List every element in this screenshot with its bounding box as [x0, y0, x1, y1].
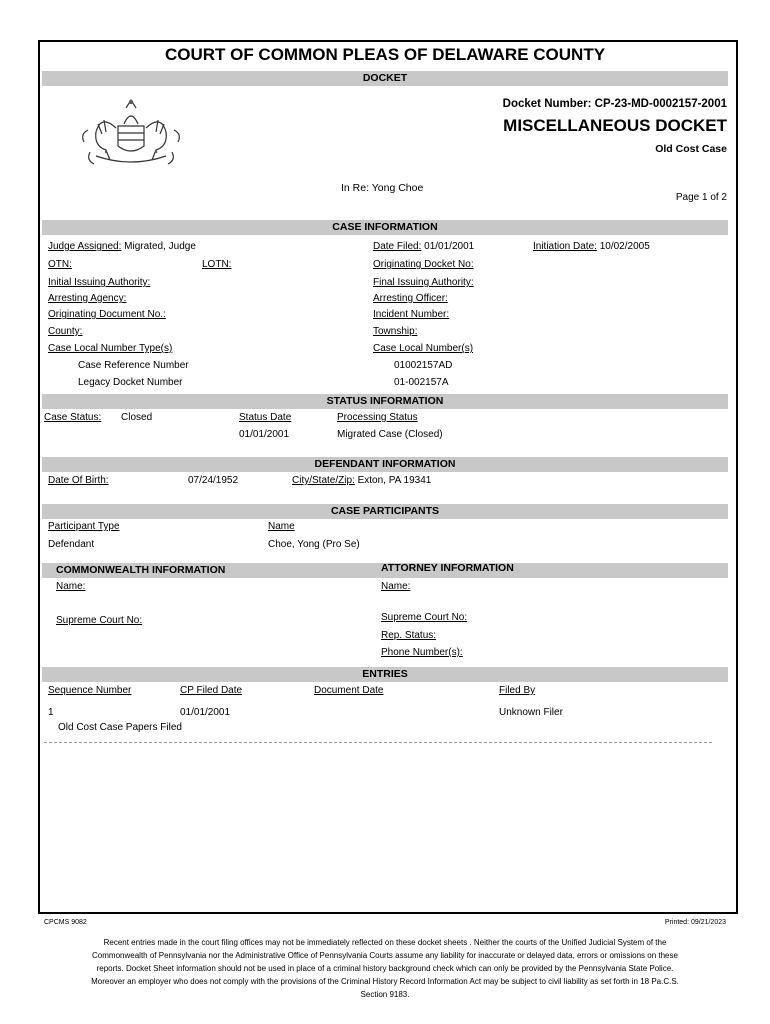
defendant-information-band: DEFENDANT INFORMATION: [42, 457, 728, 472]
commonwealth-supreme-court-label: Supreme Court No:: [56, 615, 143, 626]
participant-type-value: Defendant: [48, 539, 95, 550]
entry-description: Old Cost Case Papers Filed: [58, 722, 182, 733]
commonwealth-information-heading: COMMONWEALTH INFORMATION: [56, 564, 226, 576]
local-type-row: Case Reference Number: [78, 360, 189, 371]
date-filed-value: 01/01/2001: [424, 241, 475, 252]
case-status-label: Case Status:: [44, 412, 102, 423]
entries-band: ENTRIES: [42, 667, 728, 682]
processing-status-label: Processing Status: [337, 412, 418, 423]
local-number-types-label: Case Local Number Type(s): [48, 343, 173, 354]
status-date-label: Status Date: [239, 412, 292, 423]
originating-document-label: Originating Document No.:: [48, 309, 166, 320]
participant-type-label: Participant Type: [48, 521, 120, 532]
printed-date: Printed: 09/21/2023: [664, 919, 726, 926]
in-re: In Re: Yong Choe: [341, 182, 424, 194]
final-issuing-authority-label: Final Issuing Authority:: [373, 277, 474, 288]
docket-type: MISCELLANEOUS DOCKET: [503, 116, 727, 135]
initiation-date-value: 10/02/2005: [599, 241, 650, 252]
pennsylvania-seal-icon: [76, 94, 186, 174]
attorney-name-label: Name:: [381, 581, 411, 592]
local-type-row: Legacy Docket Number: [78, 377, 183, 388]
entries-divider: [44, 742, 712, 743]
form-id: CPCMS 9082: [44, 919, 87, 926]
attorney-information-heading: ATTORNEY INFORMATION: [381, 562, 514, 574]
incident-number-label: Incident Number:: [373, 309, 450, 320]
case-information-band: CASE INFORMATION: [42, 220, 728, 235]
disclaimer-text: Recent entries made in the court filing offices may not be immediately reflected on these docket sheets . Neither the courts of the Unified Judicial System of the Commonwealth of Pennsylvania nor the Administrative Office of Pennsylvania Courts assume any liability for inaccurate or delayed data, errors or omissions on these reports. Docket Sheet information should not be used in place of a criminal history background check which can only be provided by the Pennsylvania State Police. Moreover an employer who does not comply with the provisions of the Criminal History Record Information Act may be subject to civil liability as set forth in 18 Pa.C.S. Section 9183.: [91, 938, 679, 999]
otn-label: OTN:: [48, 259, 72, 270]
case-subtype: Old Cost Case: [655, 143, 727, 155]
rep-status-label: Rep. Status:: [381, 630, 437, 641]
docket-number: Docket Number: CP-23-MD-0002157-2001: [502, 98, 727, 110]
case-status-value: Closed: [121, 412, 153, 423]
participant-name-label: Name: [268, 521, 295, 532]
sequence-number-value: 1: [48, 707, 54, 718]
phone-numbers-label: Phone Number(s):: [381, 647, 463, 658]
county-label: County:: [48, 326, 83, 337]
sequence-number-label: Sequence Number: [48, 685, 132, 696]
local-number-row: 01-002157A: [394, 377, 449, 388]
arresting-officer-label: Arresting Officer:: [373, 293, 448, 304]
dob-value: 07/24/1952: [188, 475, 239, 486]
local-numbers-label: Case Local Number(s): [373, 343, 474, 354]
lotn-label: LOTN:: [202, 259, 232, 270]
status-information-band: STATUS INFORMATION: [42, 394, 728, 409]
cp-filed-date-label: CP Filed Date: [180, 685, 243, 696]
initial-issuing-authority-label: Initial Issuing Authority:: [48, 277, 151, 288]
processing-status-value: Migrated Case (Closed): [337, 429, 443, 440]
city-state-zip-value: Exton, PA 19341: [357, 475, 432, 486]
status-date-value: 01/01/2001: [239, 429, 290, 440]
date-filed-label: Date Filed:: [373, 241, 422, 252]
docket-band: DOCKET: [42, 71, 728, 86]
cp-filed-date-value: 01/01/2001: [180, 707, 231, 718]
filed-by-value: Unknown Filer: [499, 707, 563, 718]
commonwealth-name-label: Name:: [56, 581, 86, 592]
local-number-row: 01002157AD: [394, 360, 453, 371]
originating-docket-label: Originating Docket No:: [373, 259, 474, 270]
court-title: COURT OF COMMON PLEAS OF DELAWARE COUNTY: [164, 45, 606, 64]
case-participants-band: CASE PARTICIPANTS: [42, 504, 728, 519]
judge-value: Migrated, Judge: [124, 241, 196, 252]
initiation-date-label: Initiation Date:: [533, 241, 597, 252]
attorney-supreme-court-label: Supreme Court No:: [381, 612, 468, 623]
page-number: Page 1 of 2: [675, 192, 727, 203]
township-label: Township:: [373, 326, 418, 337]
judge-label: Judge Assigned:: [48, 241, 122, 252]
participant-name-value: Choe, Yong (Pro Se): [268, 539, 360, 550]
document-date-label: Document Date: [314, 685, 384, 696]
city-state-zip-label: City/State/Zip:: [292, 475, 355, 486]
arresting-agency-label: Arresting Agency:: [48, 293, 127, 304]
filed-by-label: Filed By: [499, 685, 536, 696]
dob-label: Date Of Birth:: [48, 475, 109, 486]
